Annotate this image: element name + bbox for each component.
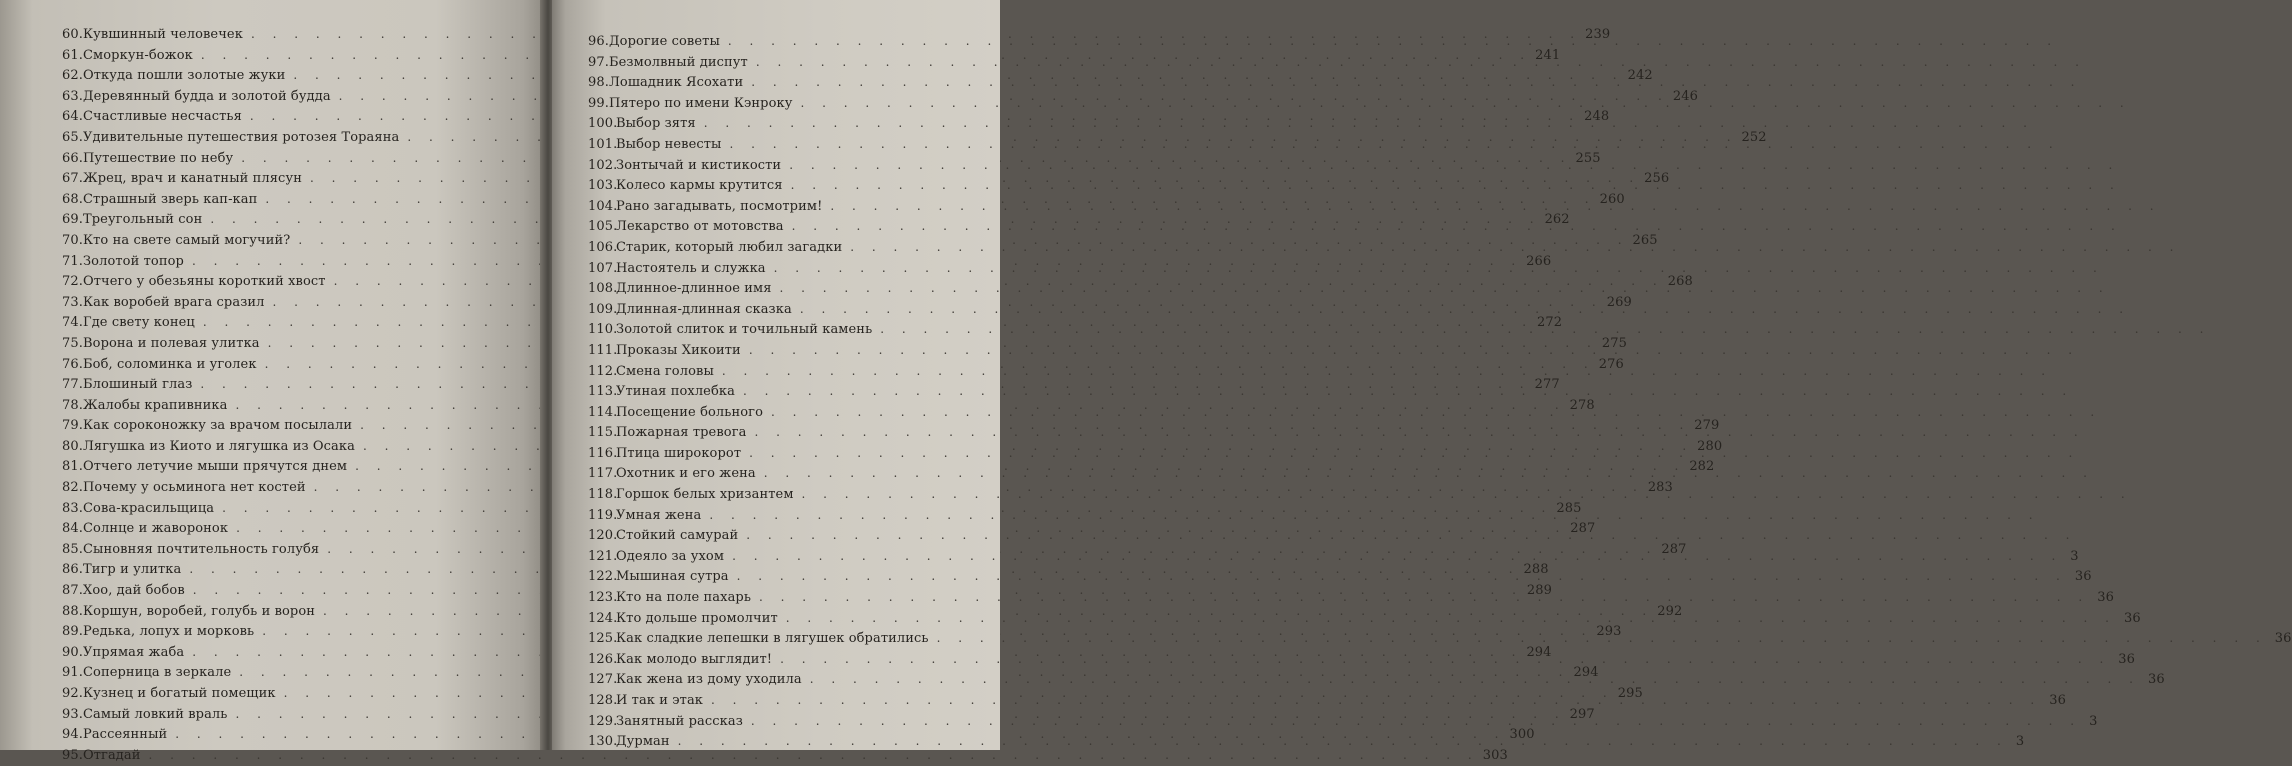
entry-title: Смена головы bbox=[616, 363, 714, 379]
toc-entry bbox=[588, 72, 1068, 93]
entry-page-number: 252 bbox=[1741, 129, 1767, 145]
entry-number: 76. bbox=[62, 356, 83, 372]
entry-title: Упрямая жаба bbox=[82, 644, 185, 660]
entry-number: 130. bbox=[588, 734, 618, 750]
entry-title: Зонтычай и кистикости bbox=[616, 157, 782, 173]
entry-title: Длинная-длинная сказка bbox=[616, 301, 792, 317]
dot-leader bbox=[704, 113, 2034, 134]
dot-leader bbox=[737, 566, 2067, 587]
entry-number: 61. bbox=[62, 47, 83, 63]
entry-page-number: 275 bbox=[1601, 335, 1627, 351]
entry-title: Пожарная тревога bbox=[616, 425, 747, 441]
entry-number: 63. bbox=[62, 88, 83, 104]
entry-number: 68. bbox=[62, 191, 83, 207]
entry-number: 65. bbox=[62, 129, 83, 145]
entry-title: Мышиная сутра bbox=[616, 569, 729, 585]
entry-page-number: 277 bbox=[1534, 377, 1560, 393]
entry-page-number: 268 bbox=[1667, 274, 1693, 290]
entry-title: Охотник и его жена bbox=[616, 466, 756, 482]
entry-number: 117. bbox=[588, 466, 618, 482]
toc-entry bbox=[588, 381, 1068, 402]
entry-page-number: 294 bbox=[1573, 665, 1599, 681]
toc-entry bbox=[588, 505, 1068, 526]
entry-number: 125. bbox=[588, 631, 618, 647]
entry-title: Как молодо выглядит! bbox=[616, 651, 773, 667]
entry-title: Деревянный будда и золотой будда bbox=[82, 88, 331, 104]
entry-title: Умная жена bbox=[616, 507, 702, 523]
entry-title: Проказы Хикоити bbox=[616, 342, 741, 358]
entry-title: Как жена из дому уходила bbox=[616, 672, 802, 688]
entry-page-number: 292 bbox=[1657, 603, 1683, 619]
entry-page-number: 287 bbox=[1661, 541, 1687, 557]
entry-title: Как сороконожку за врачом посылали bbox=[82, 418, 353, 434]
entry-number: 120. bbox=[588, 528, 618, 544]
entry-title: Как сладкие лепешки в лягушек обратились bbox=[616, 631, 929, 647]
entry-page-number: 3 bbox=[2089, 713, 2098, 729]
toc-entry bbox=[588, 319, 1068, 340]
entry-number: 107. bbox=[588, 260, 618, 276]
entry-title: Жрец, врач и канатный плясун bbox=[82, 171, 302, 187]
dot-leader bbox=[830, 196, 2160, 217]
entry-title: Дурман bbox=[616, 734, 670, 750]
entry-title: Золотой топор bbox=[82, 253, 184, 269]
entry-title: Занятный рассказ bbox=[616, 713, 743, 729]
entry-number: 114. bbox=[588, 404, 618, 420]
entry-title: Лягушка из Киото и лягушка из Осака bbox=[82, 438, 355, 454]
entry-title: Блошиный глаз bbox=[82, 377, 193, 393]
entry-number: 89. bbox=[62, 624, 83, 640]
dot-leader bbox=[780, 278, 2110, 299]
entry-number: 84. bbox=[62, 521, 83, 537]
entry-title: Отчего у обезьяны короткий хвост bbox=[82, 274, 326, 290]
dot-leader bbox=[774, 258, 2104, 279]
entry-page-number: 246 bbox=[1672, 88, 1698, 104]
entry-number: 92. bbox=[62, 686, 83, 701]
entry-number: 79. bbox=[62, 418, 83, 434]
entry-number: 124. bbox=[588, 610, 618, 626]
entry-title: Длинное-длинное имя bbox=[616, 281, 772, 297]
entry-number: 104. bbox=[588, 198, 618, 214]
entry-number: 86. bbox=[62, 562, 83, 578]
entry-title: Соперница в зеркале bbox=[82, 665, 232, 681]
entry-title: Откуда пошли золотые жуки bbox=[82, 68, 286, 84]
toc-entry bbox=[588, 340, 1068, 361]
dot-leader bbox=[722, 361, 2052, 382]
dot-leader bbox=[800, 93, 2130, 114]
entry-number: 91. bbox=[62, 665, 83, 681]
entry-title: Самый ловкий враль bbox=[82, 706, 228, 722]
entry-title: Отчего летучие мыши прячутся днем bbox=[82, 459, 348, 475]
entry-title: Сова-красильщица bbox=[82, 500, 215, 516]
entry-title: Лекарство от мотовства bbox=[616, 219, 784, 235]
toc-entry bbox=[588, 443, 1068, 464]
toc-entry bbox=[588, 525, 1068, 546]
entry-page-number: 36 bbox=[2118, 651, 2136, 667]
toc-entry bbox=[588, 134, 1068, 155]
entry-title: Пятеро по имени Кэнроку bbox=[608, 95, 793, 111]
toc-entry bbox=[588, 422, 1068, 443]
entry-title: Настоятель и служка bbox=[616, 260, 766, 276]
toc-entry bbox=[588, 216, 1068, 237]
dot-leader bbox=[746, 525, 2076, 546]
entry-number: 66. bbox=[62, 150, 83, 166]
entry-number: 113. bbox=[588, 384, 618, 400]
entry-page-number: 255 bbox=[1575, 150, 1601, 166]
entry-page-number: 266 bbox=[1526, 253, 1552, 269]
toc-entry bbox=[588, 258, 1068, 279]
dot-leader bbox=[754, 422, 2084, 443]
entry-page-number: 241 bbox=[1535, 47, 1561, 63]
dot-leader bbox=[786, 608, 2116, 629]
entry-title: Сыновняя почтительность голубя bbox=[82, 541, 320, 557]
dot-leader bbox=[751, 72, 2081, 93]
entry-title: Кузнец и богатый помещик bbox=[82, 686, 276, 701]
entry-number: 122. bbox=[588, 569, 618, 585]
dot-leader bbox=[759, 587, 2089, 608]
entry-page-number: 36 bbox=[2147, 672, 2165, 688]
dot-leader bbox=[743, 381, 2073, 402]
entry-number: 97. bbox=[588, 54, 609, 70]
toc-entry bbox=[588, 175, 1068, 196]
entry-page-number: 265 bbox=[1632, 232, 1658, 248]
entry-page-number: 36 bbox=[2074, 569, 2092, 585]
dot-leader bbox=[764, 463, 2094, 484]
entry-page-number: 256 bbox=[1644, 171, 1670, 187]
entry-page-number: 36 bbox=[2274, 631, 2292, 647]
dot-leader bbox=[771, 402, 2101, 423]
entry-page-number: 276 bbox=[1598, 356, 1624, 372]
entry-title: Птица широкорот bbox=[616, 445, 742, 461]
dot-leader bbox=[730, 134, 2060, 155]
toc-entry bbox=[588, 155, 1068, 176]
entry-page-number: 287 bbox=[1570, 521, 1596, 537]
toc-entry bbox=[62, 745, 1508, 766]
entry-number: 90. bbox=[62, 644, 83, 660]
dot-leader bbox=[792, 216, 2122, 237]
dot-leader bbox=[880, 319, 2210, 340]
entry-page-number: 294 bbox=[1526, 644, 1552, 660]
entry-number: 128. bbox=[588, 693, 618, 708]
entry-page-number: 279 bbox=[1694, 418, 1720, 434]
entry-title: Редька, лопух и морковь bbox=[82, 624, 255, 640]
entry-title: Лошадник Ясохати bbox=[608, 75, 744, 91]
entry-title: Безмолвный диспут bbox=[608, 54, 748, 70]
entry-title: Горшок белых хризантем bbox=[616, 487, 794, 503]
entry-page-number: 272 bbox=[1537, 315, 1563, 331]
entry-title: Страшный зверь кап-кап bbox=[82, 191, 258, 207]
entry-title: Солнце и жаворонок bbox=[82, 521, 229, 537]
entry-page-number: 36 bbox=[2097, 590, 2114, 606]
entry-title: Кувшинный человечек bbox=[82, 27, 243, 42]
entry-title: Сморкун-божок bbox=[82, 47, 193, 63]
dot-leader bbox=[810, 669, 2140, 690]
entry-title: Ворона и полевая улитка bbox=[82, 335, 260, 351]
entry-number: 71. bbox=[62, 253, 83, 269]
entry-number: 62. bbox=[62, 68, 83, 84]
entry-title: Коршун, воробей, голубь и ворон bbox=[82, 603, 316, 619]
entry-number: 123. bbox=[588, 590, 618, 606]
entry-page-number: 3 bbox=[2070, 548, 2079, 564]
entry-number: 67. bbox=[62, 171, 83, 187]
entry-number: 93. bbox=[62, 706, 83, 722]
dot-leader bbox=[709, 505, 2039, 526]
dot-leader bbox=[711, 690, 2041, 711]
entry-number: 72. bbox=[62, 274, 83, 290]
entry-title: Отгадай bbox=[82, 747, 141, 763]
entry-title: Стойкий самурай bbox=[616, 528, 739, 544]
entry-page-number: 289 bbox=[1526, 583, 1553, 599]
entry-title: Посещение больного bbox=[616, 404, 763, 420]
entry-number: 77. bbox=[62, 377, 83, 393]
entry-number: 103. bbox=[588, 178, 618, 194]
toc-entry bbox=[588, 93, 1068, 114]
entry-number: 108. bbox=[588, 281, 618, 297]
dot-leader bbox=[800, 299, 2130, 320]
entry-number: 98. bbox=[588, 75, 609, 91]
entry-page-number: 295 bbox=[1617, 686, 1643, 701]
entry-title: Где свету конец bbox=[82, 315, 195, 331]
dot-leader bbox=[678, 731, 2008, 752]
entry-number: 129. bbox=[588, 713, 618, 729]
toc-entry bbox=[588, 484, 1068, 505]
dot-leader bbox=[756, 52, 2086, 73]
entry-page-number: 36 bbox=[2049, 693, 2066, 708]
entry-page-number: 293 bbox=[1596, 624, 1622, 640]
entry-number: 95. bbox=[62, 747, 83, 763]
toc-entry bbox=[588, 196, 1068, 217]
dot-leader bbox=[732, 546, 2062, 567]
entry-number: 127. bbox=[588, 672, 618, 688]
entry-title: Кто на свете самый могучий? bbox=[82, 232, 291, 248]
entry-number: 99. bbox=[588, 95, 609, 111]
toc-entry bbox=[588, 31, 1068, 52]
entry-number: 64. bbox=[62, 109, 83, 125]
entry-page-number: 300 bbox=[1509, 727, 1535, 743]
entry-number: 80. bbox=[62, 438, 83, 454]
entry-number: 82. bbox=[62, 480, 83, 496]
entry-title: Колесо кармы крутится bbox=[616, 178, 783, 194]
entry-number: 74. bbox=[62, 315, 83, 331]
entry-title: Золотой слиток и точильный камень bbox=[616, 322, 873, 338]
entry-number: 73. bbox=[62, 294, 83, 310]
dot-leader bbox=[791, 175, 2121, 196]
entry-title: Как воробей врага сразил bbox=[82, 294, 265, 310]
entry-number: 118. bbox=[588, 487, 618, 503]
entry-number: 69. bbox=[62, 212, 83, 228]
toc-entry bbox=[588, 463, 1068, 484]
dot-leader bbox=[789, 155, 2119, 176]
dot-leader bbox=[751, 711, 2081, 732]
toc-entry bbox=[588, 361, 1068, 382]
entry-number: 87. bbox=[62, 583, 83, 599]
dot-leader bbox=[749, 340, 2079, 361]
entry-page-number: 260 bbox=[1599, 191, 1625, 207]
entry-page-number: 303 bbox=[1482, 747, 1508, 763]
entry-title: Путешествие по небу bbox=[82, 150, 234, 166]
entry-number: 106. bbox=[588, 239, 618, 255]
entry-title: Удивительные путешествия ротозея Тораяна bbox=[82, 129, 400, 145]
entry-title: Кто на поле пахарь bbox=[616, 590, 752, 606]
entry-number: 85. bbox=[62, 541, 83, 557]
toc-entry bbox=[588, 237, 1068, 258]
toc-entry bbox=[588, 113, 1068, 134]
entry-title: Выбор невесты bbox=[616, 136, 722, 152]
entry-page-number: 269 bbox=[1606, 294, 1632, 310]
entry-page-number: 283 bbox=[1647, 480, 1673, 496]
entry-page-number: 282 bbox=[1689, 459, 1715, 475]
entry-title: Почему у осьминога нет костей bbox=[82, 480, 306, 496]
entry-title: Утиная похлебка bbox=[616, 384, 735, 400]
dot-leader bbox=[850, 237, 2180, 258]
entry-title: Тигр и улитка bbox=[82, 562, 182, 578]
entry-number: 94. bbox=[62, 727, 83, 743]
entry-number: 126. bbox=[588, 651, 618, 667]
entry-page-number: 262 bbox=[1544, 212, 1570, 228]
entry-page-number: 280 bbox=[1697, 438, 1723, 454]
entry-number: 101. bbox=[588, 136, 618, 152]
entry-number: 102. bbox=[588, 157, 618, 173]
entry-title: Боб, соломинка и уголек bbox=[82, 356, 257, 372]
entry-number: 112. bbox=[588, 363, 618, 379]
entry-page-number: 239 bbox=[1585, 27, 1611, 42]
entry-title: Жалобы крапивника bbox=[82, 397, 228, 413]
entry-number: 70. bbox=[62, 232, 83, 248]
entry-number: 119. bbox=[588, 507, 618, 523]
entry-title: Хоо, дай бобов bbox=[82, 583, 185, 599]
entry-number: 110. bbox=[588, 322, 618, 338]
entry-title: Выбор зятя bbox=[616, 116, 696, 132]
entry-page-number: 278 bbox=[1569, 397, 1595, 413]
entry-number: 60. bbox=[62, 27, 83, 42]
entry-number: 83. bbox=[62, 500, 83, 516]
entry-number: 105. bbox=[588, 219, 618, 235]
entry-title: Рассеянный bbox=[82, 727, 168, 743]
entry-number: 96. bbox=[588, 34, 609, 49]
entry-title: Дорогие советы bbox=[608, 34, 720, 49]
entry-number: 75. bbox=[62, 335, 83, 351]
entry-number: 100. bbox=[588, 116, 618, 132]
entry-title: Одеяло за ухом bbox=[616, 548, 725, 564]
entry-number: 121. bbox=[588, 548, 618, 564]
entry-title: Счастливые несчастья bbox=[82, 109, 242, 125]
entry-number: 109. bbox=[588, 301, 618, 317]
entry-number: 111. bbox=[588, 342, 618, 358]
dot-leader bbox=[780, 649, 2110, 670]
entry-title: Треугольный сон bbox=[82, 212, 203, 228]
entry-page-number: 288 bbox=[1523, 562, 1549, 578]
entry-number: 115. bbox=[588, 425, 618, 441]
toc-entry bbox=[588, 299, 1068, 320]
entry-page-number: 297 bbox=[1569, 706, 1595, 722]
dot-leader bbox=[802, 484, 2132, 505]
toc-entry bbox=[588, 278, 1068, 299]
entry-page-number: 285 bbox=[1556, 500, 1582, 516]
entry-number: 81. bbox=[62, 459, 83, 475]
toc-entry bbox=[588, 52, 1068, 73]
dot-leader bbox=[728, 31, 2058, 52]
dot-leader bbox=[937, 628, 2267, 649]
entry-title: Старик, который любил загадки bbox=[616, 239, 843, 255]
entry-number: 88. bbox=[62, 603, 83, 619]
entry-number: 116. bbox=[588, 445, 618, 461]
entry-page-number: 242 bbox=[1627, 68, 1653, 84]
entry-title: Рано загадывать, посмотрим! bbox=[616, 198, 823, 214]
dot-leader bbox=[749, 443, 2079, 464]
entry-page-number: 3 bbox=[2015, 734, 2025, 750]
entry-number: 78. bbox=[62, 397, 83, 413]
entry-page-number: 36 bbox=[2123, 610, 2141, 626]
toc-entry bbox=[588, 402, 1068, 423]
entry-title: Кто дольше промолчит bbox=[616, 610, 778, 626]
entry-title: И так и этак bbox=[616, 693, 704, 708]
entry-page-number: 248 bbox=[1584, 109, 1610, 125]
